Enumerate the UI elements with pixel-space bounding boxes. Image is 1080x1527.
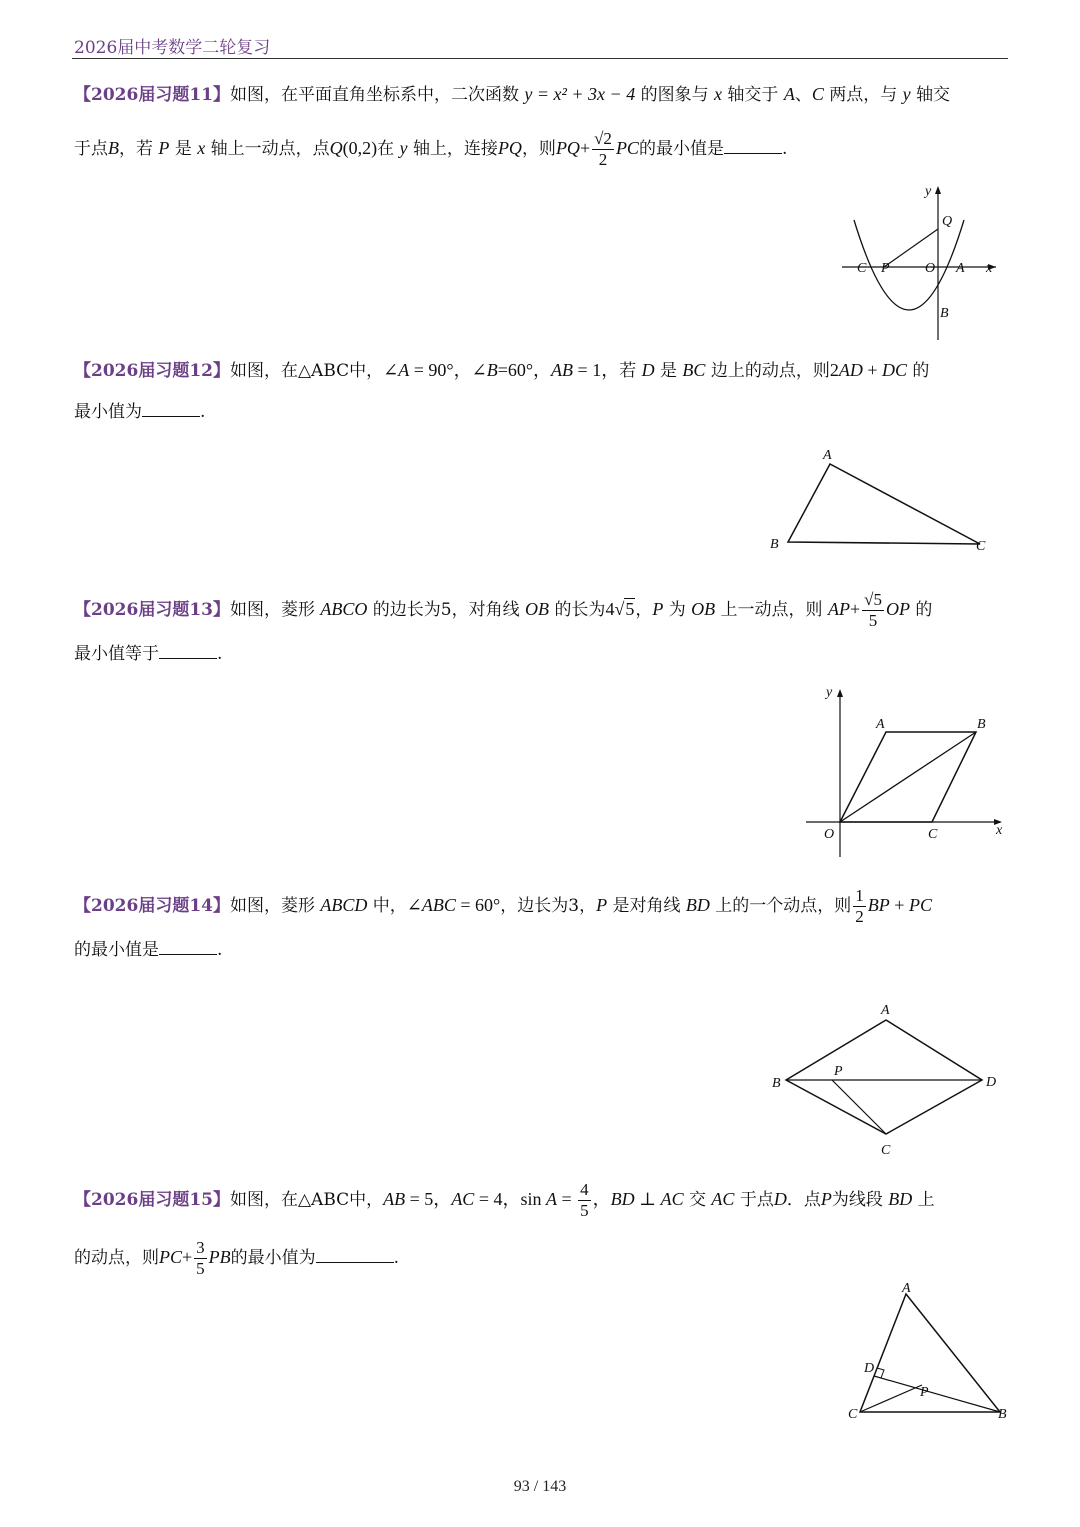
fig-label: B xyxy=(770,537,779,552)
fig-label: O xyxy=(824,827,835,842)
figure-11-parabola xyxy=(836,180,1006,345)
problem-text-line: 【2026届习题12】如图，在△ABC中，∠A = 90°，∠B=60°，AB = 1，若 D 是 BC 边上的动点，则2AD + DC 的 xyxy=(74,360,930,381)
fig-label: A xyxy=(902,1282,911,1296)
fig-label: C xyxy=(881,1143,891,1158)
problem-text-line: 的最小值是 . xyxy=(74,940,223,960)
answer-blank[interactable] xyxy=(316,1246,394,1263)
fraction: $\frac{√5}{5}$ xyxy=(864,590,882,630)
fig-label: B xyxy=(772,1076,781,1091)
problem-text-line: 【2026届习题15】如图，在△ABC中，AB = 5，AC = 4，sin A = $\frac{4}{5}$ ，BD ⊥ AC 交 AC 于点D．点P为线段 BD 上 xyxy=(74,1180,935,1220)
fig-label: x xyxy=(986,261,993,276)
page-header-title: 2026届中考数学二轮复习 xyxy=(74,38,271,58)
fig-label: D xyxy=(986,1075,997,1090)
fig-label: P xyxy=(834,1064,843,1079)
fig-label: O xyxy=(925,261,936,276)
problem-tag: 【2026届习题12】 xyxy=(74,361,230,381)
fig-label: y xyxy=(826,685,833,700)
figure-14-rhombus xyxy=(768,998,1008,1162)
fig-label: A xyxy=(876,717,885,732)
figure-13-rhombus-axes xyxy=(804,682,1010,860)
answer-blank[interactable] xyxy=(159,642,217,659)
fig-label: C xyxy=(928,827,938,842)
fig-label: A xyxy=(956,261,965,276)
problem-text-line: 最小值等于 . xyxy=(74,644,223,664)
fraction: $\frac{4}{5}$ xyxy=(580,1180,589,1220)
fig-label: A xyxy=(823,448,832,463)
fig-label: Q xyxy=(942,214,953,229)
figure-12-triangle xyxy=(764,440,994,560)
fig-label: C xyxy=(976,539,986,554)
fraction: $\frac{√2}{2}$ xyxy=(594,129,612,169)
fig-label: D xyxy=(864,1361,875,1376)
problem-text-line: 最小值为 . xyxy=(74,402,206,422)
fig-label: B xyxy=(940,306,949,321)
problem-tag: 【2026届习题15】 xyxy=(74,1190,230,1210)
problem-text-line: 的动点，则PC+ $\frac{3}{5}$ PB的最小值为 . xyxy=(74,1238,400,1278)
fig-label: P xyxy=(881,261,890,276)
problem-text-line: 【2026届习题14】如图，菱形 ABCD 中，∠ABC = 60°，边长为3，P 是对角线 BD 上的一个动点，则 $\frac{1}{2}$ BP + PC xyxy=(74,886,932,926)
answer-blank[interactable] xyxy=(142,400,200,417)
problem-tag: 【2026届习题11】 xyxy=(74,85,230,105)
problem-tag: 【2026届习题13】 xyxy=(74,600,230,620)
fig-label: y xyxy=(925,184,932,199)
problem-tag: 【2026届习题14】 xyxy=(74,896,230,916)
problem-text-line: 【2026届习题13】如图，菱形 ABCO 的边长为5，对角线 OB 的长为4√5，P 为 OB 上一动点，则 AP+ $\frac{√5}{5}$ OP 的 xyxy=(74,590,933,630)
fraction: $\frac{1}{2}$ xyxy=(855,886,864,926)
fig-label: C xyxy=(857,261,867,276)
fraction: $\frac{3}{5}$ xyxy=(196,1238,205,1278)
answer-blank[interactable] xyxy=(724,137,782,154)
fig-label: B xyxy=(998,1407,1007,1422)
page-number: 93 / 143 xyxy=(513,1478,567,1495)
problem-text-line: 【2026届习题11】如图，在平面直角坐标系中，二次函数 y = x² + 3x − 4 的图象与 x 轴交于 A、C 两点，与 y 轴交 xyxy=(74,84,951,105)
figure-15-triangle xyxy=(846,1282,1016,1424)
problem-text-line: 于点B，若 P 是 x 轴上一动点，点Q(0,2)在 y 轴上，连接PQ，则PQ+ $\frac{√2}{2}$ PC的最小值是 . xyxy=(74,129,788,169)
fig-label: x xyxy=(996,823,1003,838)
fig-label: P xyxy=(920,1385,929,1400)
fig-label: A xyxy=(881,1003,890,1018)
fig-label: B xyxy=(977,717,986,732)
answer-blank[interactable] xyxy=(159,938,217,955)
header-divider xyxy=(72,58,1008,59)
fig-label: C xyxy=(848,1407,858,1422)
